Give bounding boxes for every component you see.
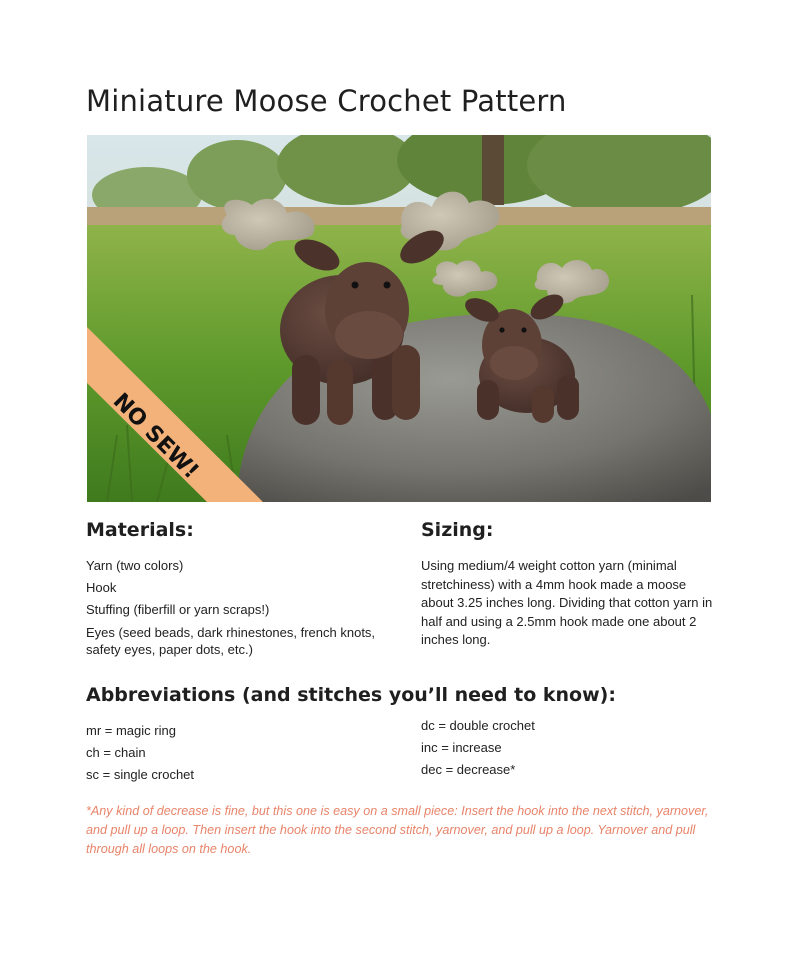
abbreviation-item: mr = magic ring bbox=[86, 723, 176, 738]
abbreviations-list-left bbox=[86, 720, 194, 786]
materials-item: Eyes (seed beads, dark rhinestones, french knots, safety eyes, paper dots, etc.) bbox=[86, 625, 376, 657]
sizing-heading: Sizing: bbox=[421, 519, 494, 541]
page-title: Miniature Moose Crochet Pattern bbox=[86, 84, 567, 118]
materials-heading: Materials: bbox=[86, 519, 194, 541]
materials-item: Yarn (two colors) bbox=[86, 558, 184, 573]
materials-list bbox=[86, 555, 376, 658]
materials-item: Stuffing (fiberfill or yarn scraps!) bbox=[86, 602, 270, 617]
abbreviation-item: sc = single crochet bbox=[86, 767, 195, 782]
abbreviations-heading: Abbreviations (and stitches you’ll need to know): bbox=[86, 684, 616, 706]
materials-item: Hook bbox=[86, 580, 117, 595]
abbreviation-item: dec = decrease* bbox=[421, 762, 516, 777]
decrease-note: *Any kind of decrease is fine, but this one is easy on a small piece: Insert the hook into the next stitch, yarnover, and pull up a loop. Then insert the hook into the second stitch, yarnover, and pull up a loop. Yarnover and pull through all loops on the hook. bbox=[86, 804, 709, 856]
abbreviations-list-right bbox=[421, 715, 535, 781]
no-sew-label: NO SEW! bbox=[107, 388, 204, 485]
moose-photo bbox=[87, 135, 711, 502]
abbreviation-item: ch = chain bbox=[86, 745, 146, 760]
abbreviation-item: dc = double crochet bbox=[421, 718, 535, 733]
sizing-text: Using medium/4 weight cotton yarn (minimal stretchiness) with a 4mm hook made a moose about 3.25 inches long. Dividing that cotton yarn in half and using a 2.5mm hook made one about 2 inches long. bbox=[421, 558, 713, 647]
abbreviation-item: inc = increase bbox=[421, 740, 502, 755]
